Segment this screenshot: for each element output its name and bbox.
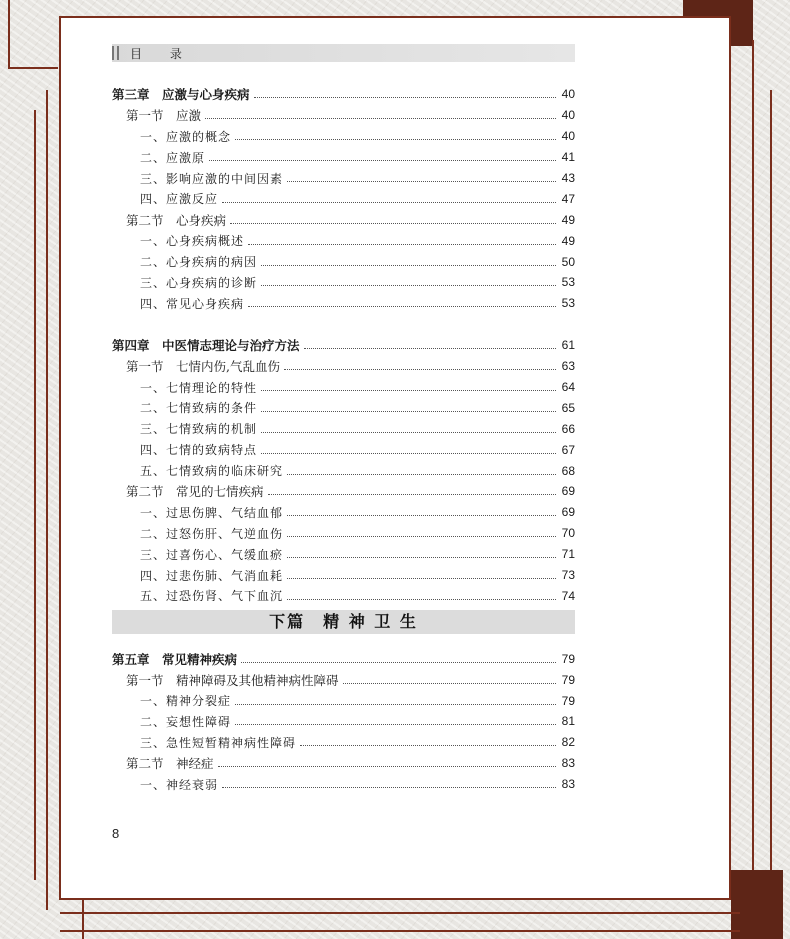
toc-entry-title: 三、心身疾病的诊断 [140, 275, 258, 290]
toc-leader-dots [222, 201, 556, 203]
toc-entry-title: 三、影响应激的中间因素 [140, 171, 284, 186]
toc-item-row[interactable] [112, 565, 575, 586]
toc-leader-dots [222, 786, 556, 788]
toc-page-number: 79 [561, 651, 575, 666]
toc-page-number: 73 [561, 568, 575, 583]
toc-item-row[interactable] [112, 523, 575, 544]
toc-entry-title: 第一节 七情内伤,气乱血伤 [126, 359, 280, 375]
toc-page-number: 65 [561, 400, 575, 415]
toc-entry-title: 三、七情致病的机制 [140, 422, 258, 437]
toc-leader-dots [248, 243, 556, 245]
deco-line-top-left [8, 67, 58, 69]
toc-item-row[interactable] [112, 711, 575, 732]
toc-leader-dots [209, 159, 556, 161]
toc-page-number: 61 [561, 338, 575, 353]
toc-item-row[interactable] [112, 147, 575, 168]
toc-item-row[interactable] [112, 732, 575, 753]
header-title: 目 录 [130, 47, 194, 61]
toc-page-number: 43 [561, 171, 575, 185]
toc-entry-title: 一、心身疾病概述 [140, 234, 245, 249]
toc-entry-title: 二、心身疾病的病因 [140, 255, 258, 270]
toc-entry-title: 一、七情理论的特性 [140, 380, 258, 395]
toc-entry-title: 第二节 心身疾病 [126, 212, 227, 228]
toc-item-row[interactable] [112, 230, 575, 251]
toc-item-row[interactable] [112, 293, 575, 314]
toc-page-number: 47 [561, 191, 575, 206]
toc-item-row[interactable] [112, 544, 575, 565]
toc-item-row[interactable] [112, 690, 575, 711]
toc-entry-title: 第一节 应激 [126, 108, 202, 124]
toc-entry-title: 二、七情致病的条件 [140, 401, 258, 416]
toc-leader-dots [235, 723, 556, 725]
toc-entry-title: 四、七情的致病特点 [140, 443, 258, 458]
toc-leader-dots [218, 765, 556, 767]
toc-page-number: 82 [561, 735, 575, 750]
toc-leader-dots [241, 661, 556, 663]
deco-line-left-long [34, 110, 36, 880]
toc-section-row[interactable] [112, 669, 575, 690]
toc-leader-dots [287, 180, 556, 182]
toc-page-number: 40 [561, 108, 575, 123]
header-bar [112, 44, 575, 62]
toc-entry-title: 一、过思伤脾、气结血郁 [140, 505, 284, 520]
toc-item-row[interactable] [112, 502, 575, 523]
toc-leader-dots [343, 682, 556, 684]
toc-page-number: 67 [561, 442, 575, 457]
toc-entry-title: 二、应激原 [140, 150, 206, 165]
toc-entry-title: 第一节 精神障碍及其他精神病性障碍 [126, 672, 339, 688]
table-of-contents [112, 84, 575, 795]
toc-entry-title: 二、过怒伤肝、气逆血伤 [140, 526, 284, 541]
toc-entry-title: 一、神经衰弱 [140, 777, 219, 792]
toc-chapter-row[interactable] [112, 648, 575, 669]
header-marks-icon [112, 46, 120, 60]
toc-section-row[interactable] [112, 481, 575, 502]
toc-entry-title: 第五章 常见精神疾病 [112, 651, 238, 667]
toc-leader-dots [268, 493, 556, 495]
deco-line-bottom-1 [60, 912, 740, 914]
toc-entry-title: 一、应激的概念 [140, 129, 232, 144]
toc-leader-dots [254, 96, 556, 98]
toc-page-number: 69 [561, 505, 575, 520]
toc-page-number: 66 [561, 421, 575, 436]
toc-entry-title: 四、过悲伤肺、气消血耗 [140, 568, 284, 583]
toc-section-row[interactable] [112, 753, 575, 774]
toc-page-number: 71 [561, 547, 575, 562]
toc-page-number: 53 [561, 296, 575, 311]
toc-page-number: 68 [561, 463, 575, 478]
page-number: 8 [112, 826, 120, 841]
deco-block-bottom-right [731, 870, 783, 939]
toc-leader-dots [261, 431, 556, 433]
toc-leader-dots [248, 305, 556, 307]
toc-page-number: 49 [561, 212, 575, 227]
toc-leader-dots [261, 410, 556, 412]
toc-chapter-row[interactable] [112, 335, 575, 356]
toc-item-row[interactable] [112, 460, 575, 481]
toc-page-number: 64 [561, 380, 575, 395]
toc-page-number: 70 [561, 526, 575, 541]
toc-page-number: 50 [561, 254, 575, 269]
deco-line-bottom-left [82, 900, 84, 939]
toc-leader-dots [287, 598, 556, 600]
toc-leader-dots [300, 744, 556, 746]
toc-entry-title: 四、常见心身疾病 [140, 296, 245, 311]
toc-page-number: 41 [561, 150, 575, 165]
toc-entry-title: 第四章 中医情志理论与治疗方法 [112, 338, 300, 354]
toc-leader-dots [287, 577, 556, 579]
toc-page-number: 79 [561, 693, 575, 708]
toc-page-number: 40 [561, 87, 575, 102]
toc-gap [112, 314, 575, 335]
toc-page-number: 53 [561, 275, 575, 290]
deco-line-left-inner [46, 90, 48, 910]
toc-entry-title: 三、过喜伤心、气缓血瘀 [140, 547, 284, 562]
toc-item-row[interactable] [112, 272, 575, 293]
toc-entry-title: 二、妄想性障碍 [140, 714, 232, 729]
toc-chapter-row[interactable] [112, 84, 575, 105]
toc-page-number: 63 [561, 359, 575, 374]
toc-entry-title: 第二节 常见的七情疾病 [126, 484, 264, 500]
toc-entry-title: 第三章 应激与心身疾病 [112, 87, 250, 103]
toc-leader-dots [287, 514, 556, 516]
deco-line-right-outer [770, 90, 772, 890]
toc-leader-dots [261, 389, 556, 391]
toc-page-number: 83 [561, 777, 575, 792]
toc-item-row[interactable] [112, 397, 575, 418]
toc-leader-dots [235, 703, 556, 705]
toc-leader-dots [205, 117, 556, 119]
toc-leader-dots [287, 556, 556, 558]
toc-entry-title: 第二节 神经症 [126, 756, 214, 772]
toc-item-row[interactable] [112, 251, 575, 272]
toc-entry-title: 五、过恐伤肾、气下血沉 [140, 589, 284, 604]
toc-leader-dots [284, 368, 556, 370]
toc-section-row[interactable] [112, 105, 575, 126]
toc-leader-dots [261, 284, 556, 286]
toc-page-number: 40 [561, 129, 575, 144]
toc-leader-dots [304, 347, 556, 349]
toc-page-number: 49 [561, 233, 575, 248]
toc-item-row[interactable] [112, 126, 575, 147]
toc-section-row[interactable] [112, 356, 575, 377]
toc-leader-dots [287, 535, 556, 537]
toc-item-row[interactable] [112, 188, 575, 209]
toc-entry-title: 一、精神分裂症 [140, 694, 232, 709]
toc-section-row[interactable] [112, 209, 575, 230]
toc-leader-dots [235, 138, 556, 140]
deco-line-right [752, 40, 754, 900]
toc-page-number: 74 [561, 588, 575, 603]
toc-item-row[interactable] [112, 377, 575, 398]
toc-page-number: 79 [561, 672, 575, 687]
toc-page-number: 83 [561, 756, 575, 771]
toc-entry-title: 五、七情致病的临床研究 [140, 464, 284, 479]
toc-item-row[interactable] [112, 774, 575, 795]
deco-line-bottom-2 [60, 930, 740, 932]
toc-item-row[interactable] [112, 439, 575, 460]
toc-leader-dots [230, 222, 556, 224]
toc-page-number: 69 [561, 484, 575, 499]
deco-line-left-top [8, 0, 10, 69]
toc-leader-dots [287, 473, 556, 475]
toc-leader-dots [261, 264, 556, 266]
toc-page-number: 81 [561, 714, 575, 729]
toc-item-row[interactable] [112, 585, 575, 606]
toc-entry-title: 三、急性短暂精神病性障碍 [140, 735, 297, 750]
toc-entry-title: 四、应激反应 [140, 192, 219, 207]
toc-item-row[interactable] [112, 418, 575, 439]
toc-leader-dots [261, 452, 556, 454]
part-heading: 下篇 精 神 卫 生 [112, 610, 575, 634]
toc-item-row[interactable] [112, 168, 575, 189]
